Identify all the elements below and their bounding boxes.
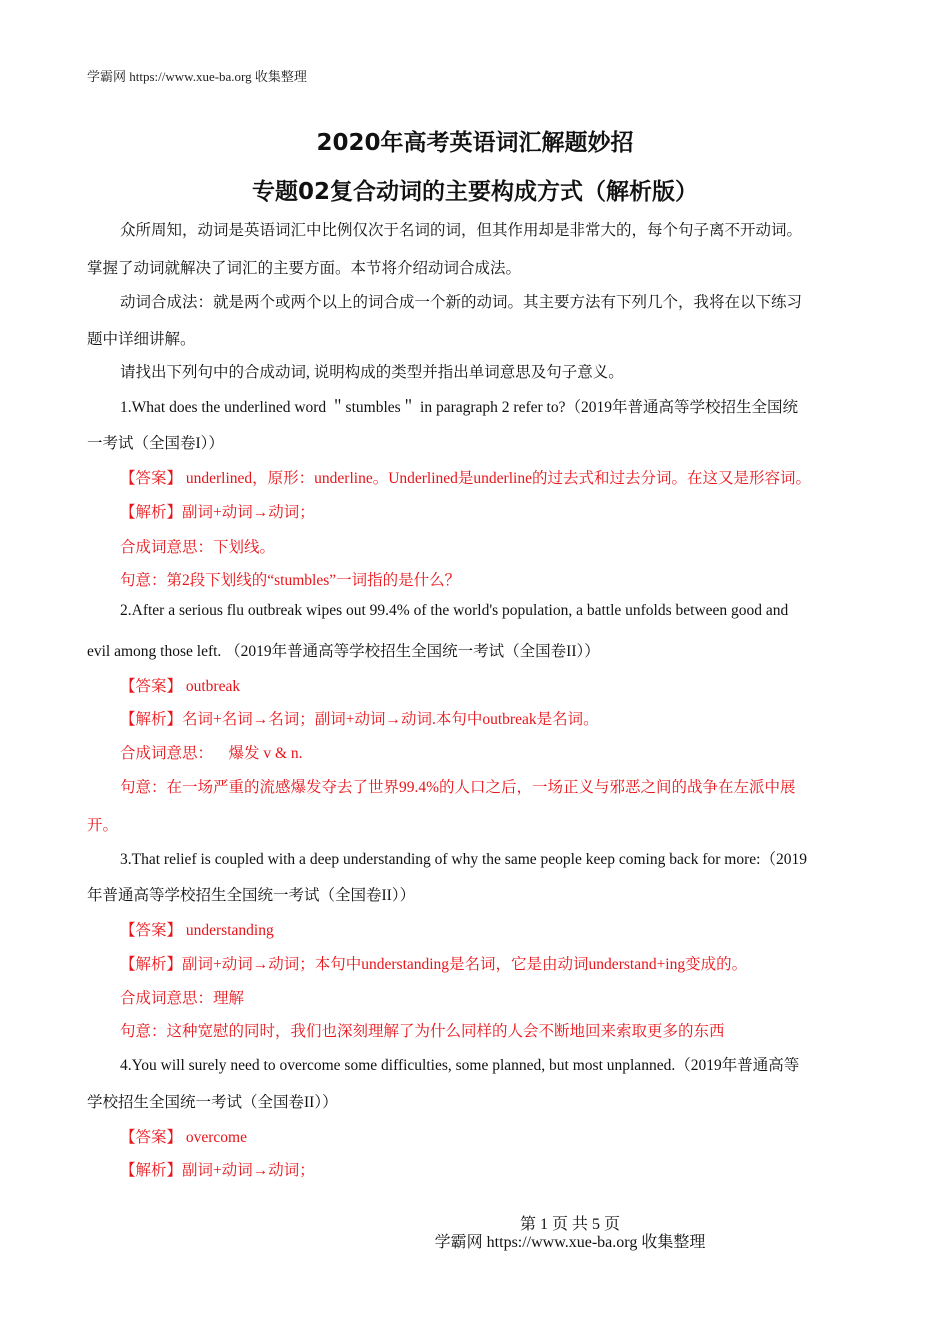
- answer-1: 【答案】 underlined，原形：underline。Underlined是underline的过去式和过去分词。在这又是形容词。: [120, 470, 811, 487]
- page-number: 第 1 页 共 5 页: [519, 1216, 620, 1233]
- sentence-2: 句意：在一场严重的流感爆发夺去了世界99.4%的人口之后，一场正义与邪恶之间的战争在左派中展: [120, 779, 796, 796]
- question-3-cont: 年普通高等学校招生全国统一考试（全国卷II））: [87, 887, 416, 904]
- answer-2: 【答案】 outbreak: [120, 678, 241, 695]
- intro-paragraph-1: 众所周知，动词是英语词汇中比例仅次于名词的词，但其作用却是非常大的，每个句子离不开动词。: [120, 222, 803, 239]
- meaning-3: 合成词意思：理解: [120, 990, 245, 1007]
- page-footer-source: 学霸网 https://www.xue-ba.org 收集整理: [434, 1234, 706, 1251]
- intro-paragraph-3: 请找出下列句中的合成动词, 说明构成的类型并指出单词意思及句子意义。: [120, 364, 624, 381]
- analysis-1: 【解析】副词+动词→动词；: [120, 504, 315, 521]
- meaning-1: 合成词意思：下划线。: [120, 539, 276, 556]
- question-1-cont: 一考试（全国卷I））: [87, 435, 224, 452]
- sentence-2-cont: 开。: [87, 817, 119, 834]
- question-3: 3.That relief is coupled with a deep understanding of why the same people keep coming back for more:（2019: [120, 851, 807, 868]
- question-4: 4.You will surely need to overcome some difficulties, some planned, but most unplanned.（2019年普通高等: [120, 1057, 800, 1074]
- question-2: 2.After a serious flu outbreak wipes out 99.4% of the world's population, a battle unfolds between good and: [120, 602, 789, 619]
- intro-paragraph-1-cont: 掌握了动词就解决了词汇的主要方面。本节将介绍动词合成法。: [87, 260, 522, 277]
- main-title: 2020年高考英语词汇解题妙招: [316, 130, 634, 156]
- sub-title: 专题02复合动词的主要构成方式（解析版）: [251, 179, 698, 205]
- sentence-1: 句意：第2段下划线的“stumbles”一词指的是什么？: [120, 572, 461, 589]
- answer-4: 【答案】 overcome: [120, 1129, 247, 1146]
- question-1: 1.What does the underlined word ＂stumbles＂ in paragraph 2 refer to?（2019年普通高等学校招生全国统: [120, 399, 798, 416]
- sentence-3: 句意：这种宽慰的同时，我们也深刻理解了为什么同样的人会不断地回来索取更多的东西: [120, 1023, 725, 1040]
- intro-paragraph-2: 动词合成法：就是两个或两个以上的词合成一个新的动词。其主要方法有下列几个，我将在以下练习: [120, 294, 803, 311]
- intro-paragraph-2-cont: 题中详细讲解。: [87, 331, 196, 348]
- analysis-3: 【解析】副词+动词→动词；本句中understanding是名词，它是由动词understand+ing变成的。: [120, 956, 748, 973]
- answer-3: 【答案】 understanding: [120, 922, 274, 939]
- analysis-4: 【解析】副词+动词→动词；: [120, 1162, 315, 1179]
- question-2-cont: evil among those left. （2019年普通高等学校招生全国统一考试（全国卷II））: [87, 643, 600, 660]
- question-4-cont: 学校招生全国统一考试（全国卷II））: [87, 1094, 338, 1111]
- meaning-2: 合成词意思： 爆发 v & n.: [120, 745, 303, 762]
- page-header-source: 学霸网 https://www.xue-ba.org 收集整理: [87, 69, 307, 84]
- analysis-2: 【解析】名词+名词→名词；副词+动词→动词.本句中outbreak是名词。: [120, 711, 599, 728]
